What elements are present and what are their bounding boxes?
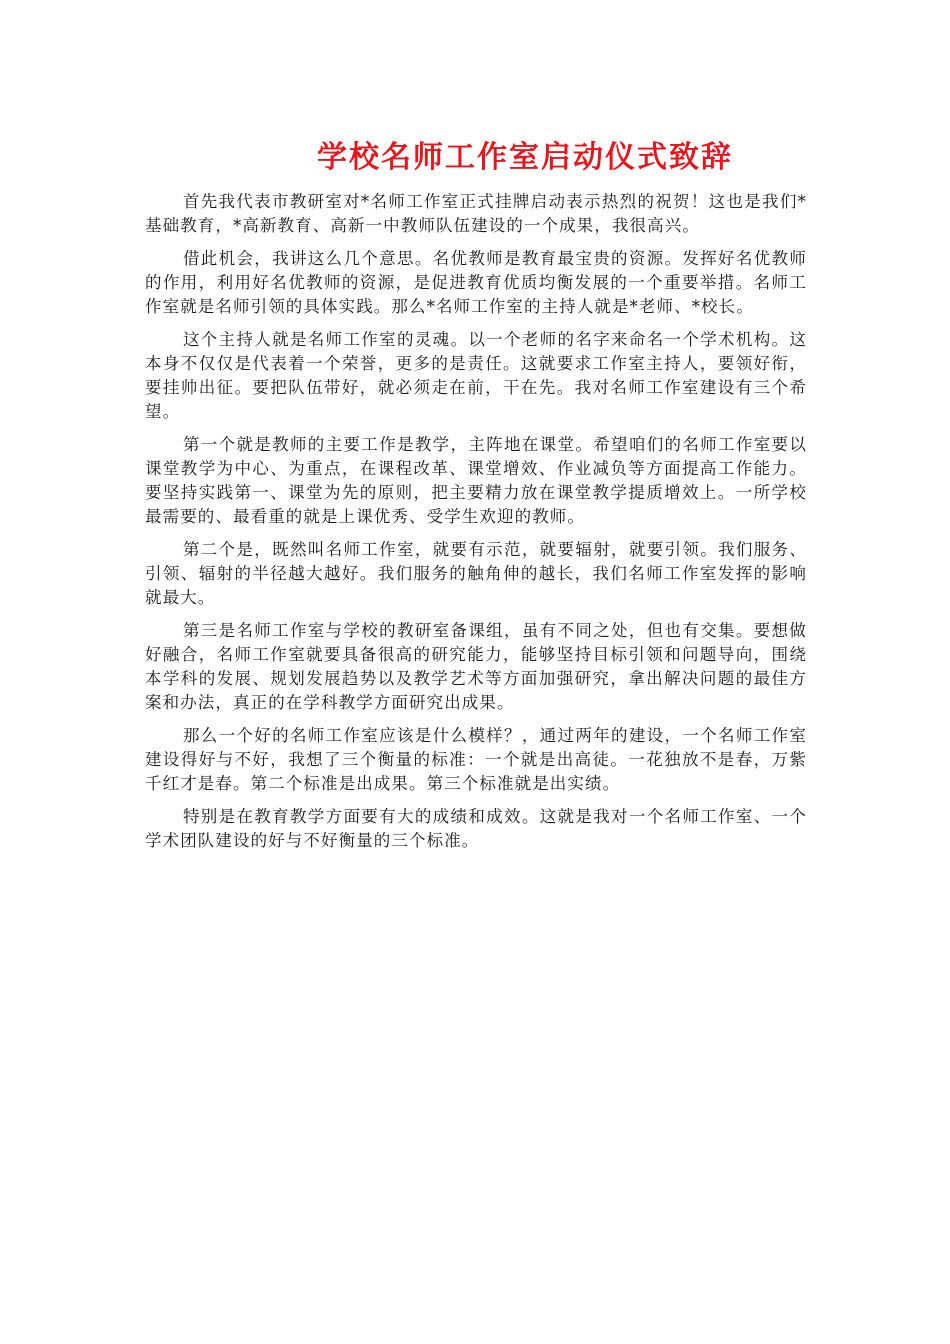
document-title: 学校名师工作室启动仪式致辞 — [317, 140, 733, 175]
paragraph: 特别是在教育教学方面要有大的成绩和成效。这就是我对一个名师工作室、一个学术团队建设的好与不好衡量的三个标准。 — [145, 807, 807, 850]
paragraph: 第一个就是教师的主要工作是教学，主阵地在课堂。希望咱们的名师工作室要以课堂教学为中心、为重点，在课程改革、课堂增效、作业减负等方面提高工作能力。要坚持实践第一、课堂为先的原则，把主要精力放在课堂教学提质增效上。一所学校最需要的、最看重的就是上课优秀、受学生欢迎的教师。 — [145, 435, 807, 526]
paragraph: 这个主持人就是名师工作室的灵魂。以一个老师的名字来命名一个学术机构。这本身不仅仅是代表着一个荣誉，更多的是责任。这就要求工作室主持人，要领好衔，要挂帅出征。要把队伍带好，就必须走在前，干在先。我对名师工作室建设有三个希望。 — [145, 330, 807, 421]
paragraph: 首先我代表市教研室对*名师工作室正式挂牌启动表示热烈的祝贺！这也是我们*基础教育，*高新教育、高新一中教师队伍建设的一个成果，我很高兴。 — [145, 192, 807, 235]
paragraph: 借此机会，我讲这么几个意思。名优教师是教育最宝贵的资源。发挥好名优教师的作用，利用好名优教师的资源，是促进教育优质均衡发展的一个重要举措。名师工作室就是名师引领的具体实践。那么*名师工作室的主持人就是*老师、*校长。 — [145, 249, 807, 316]
paragraph: 第三是名师工作室与学校的教研室备课组，虽有不同之处，但也有交集。要想做好融合，名师工作室就要具备很高的研究能力，能够坚持目标引领和问题导向，围绕本学科的发展、规划发展趋势以及教学艺术等方面加强研究，拿出解决问题的最佳方案和办法，真正的在学科教学方面研究出成果。 — [145, 621, 807, 712]
paragraph: 那么一个好的名师工作室应该是什么模样？，通过两年的建设，一个名师工作室建设得好与不好，我想了三个衡量的标准：一个就是出高徒。一花独放不是春，万紫千红才是春。第二个标准是出成果。第三个标准就是出实绩。 — [145, 726, 807, 793]
document-body — [145, 190, 807, 862]
paragraph: 第二个是，既然叫名师工作室，就要有示范，就要辐射，就要引领。我们服务、引领、辐射的半径越大越好。我们服务的触角伸的越长，我们名师工作室发挥的影响就最大。 — [145, 540, 807, 607]
